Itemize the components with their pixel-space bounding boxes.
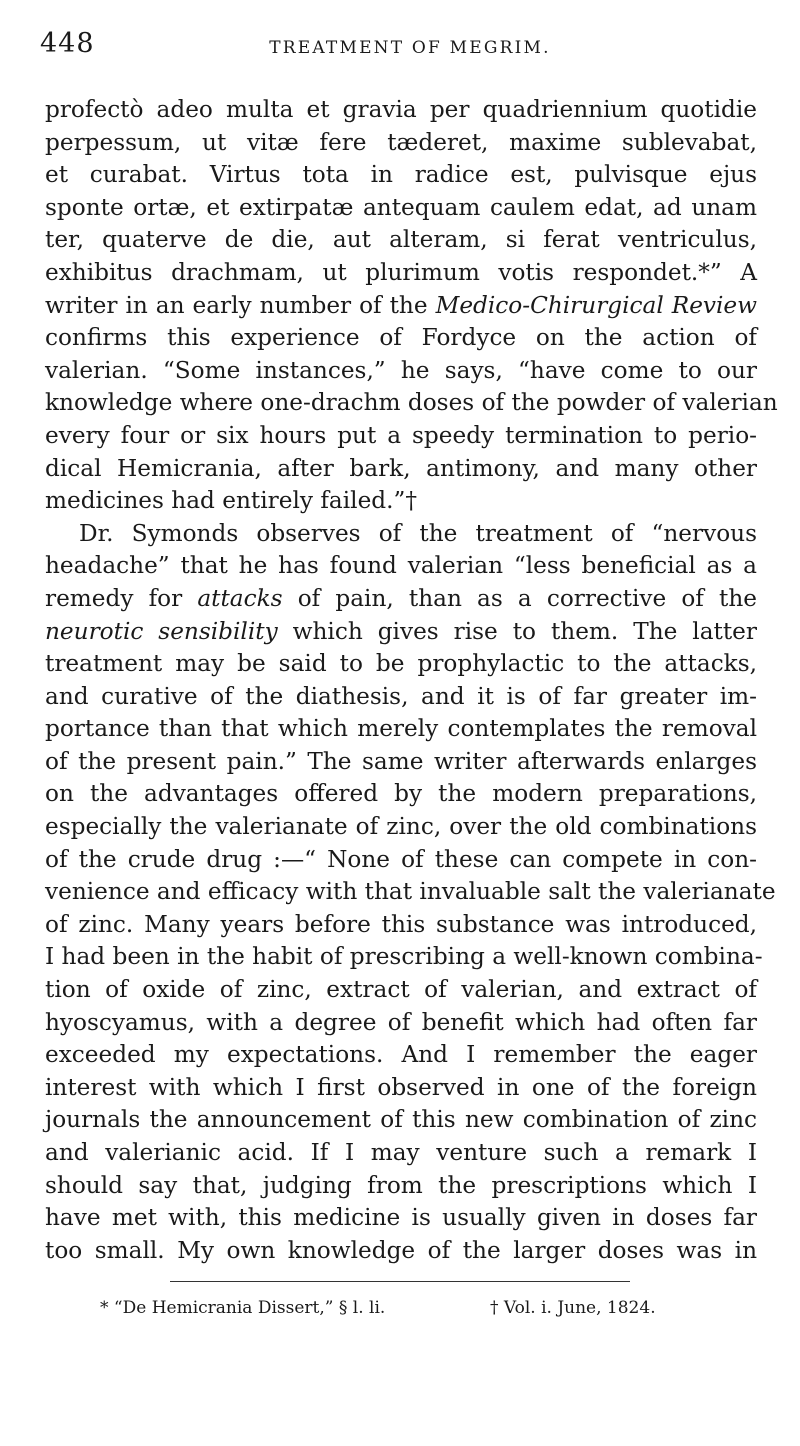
body-text xyxy=(45,94,778,1267)
page-header xyxy=(40,28,760,68)
text-line xyxy=(45,616,757,649)
text-line: tion of oxide of zinc, extract of valerian, and extract of xyxy=(45,976,757,1004)
text-line: interest with which I first observed in one of the foreign xyxy=(45,1073,757,1101)
text-segment: writer in an early number of the xyxy=(45,291,436,319)
text-line: venience and efficacy with that invaluable salt the valerianate xyxy=(45,878,776,906)
text-line: ter, quaterve de die, aut alteram, si ferat ventriculus, xyxy=(45,226,757,254)
text-line: of the crude drug :—“ None of these can compete in con- xyxy=(45,845,757,873)
text-segment: remedy for xyxy=(45,584,198,612)
footnote-2: † Vol. i. June, 1824. xyxy=(490,1298,656,1318)
text-segment: of pain, than as a corrective of the xyxy=(282,584,757,612)
text-segment: which gives rise to them. The latter xyxy=(277,617,757,645)
text-line: Dr. Symonds observes of the treatment of “nervous xyxy=(79,519,757,547)
text-line: on the advantages offered by the modern preparations, xyxy=(45,780,757,808)
footnote-1: * “De Hemicrania Dissert,” § l. li. xyxy=(100,1298,386,1318)
text-line: sponte ortæ, et extirpatæ antequam caulem edat, ad unam xyxy=(45,193,757,221)
text-line: especially the valerianate of zinc, over the old combinations xyxy=(45,813,757,841)
text-line: hyoscyamus, with a degree of benefit which had often far xyxy=(45,1008,757,1036)
text-line: of the present pain.” The same writer afterwards enlarges xyxy=(45,747,757,775)
text-line: I had been in the habit of prescribing a well-known combina- xyxy=(45,943,763,971)
text-line: have met with, this medicine is usually given in doses far xyxy=(45,1204,757,1232)
italic-phrase: attacks xyxy=(197,584,283,612)
text-line: confirms this experience of Fordyce on the action of xyxy=(45,324,757,352)
text-line: headache” that he has found valerian “less beneficial as a xyxy=(45,552,757,580)
text-line: et curabat. Virtus tota in radice est, pulvisque ejus xyxy=(45,161,757,189)
footnote-rule xyxy=(170,1281,630,1282)
text-line: treatment may be said to be prophylactic to the attacks, xyxy=(45,650,757,678)
text-line: dical Hemicrania, after bark, antimony, and many other xyxy=(45,454,757,482)
text-line: valerian. “Some instances,” he says, “have come to our xyxy=(45,356,757,384)
italic-phrase: Medico-Chirurgical Review xyxy=(435,291,758,319)
text-line: should say that, judging from the prescriptions which I xyxy=(45,1171,757,1199)
text-line: and curative of the diathesis, and it is of far greater im- xyxy=(45,682,757,710)
text-line: too small. My own knowledge of the larger doses was in xyxy=(45,1236,757,1264)
text-line: medicines had entirely failed.”† xyxy=(45,487,417,515)
text-line: and valerianic acid. If I may venture such a remark I xyxy=(45,1139,757,1166)
italic-phrase: neurotic sensibility xyxy=(45,617,278,645)
text-line xyxy=(45,290,757,323)
text-line: profectò adeo multa et gravia per quadriennium quotidie xyxy=(45,96,757,123)
text-line: journals the announcement of this new combination of zinc xyxy=(45,1106,757,1134)
page-number: 448 xyxy=(40,28,95,59)
text-line: exceeded my expectations. And I remember the eager xyxy=(45,1041,757,1069)
text-line: of zinc. Many years before this substance was introduced, xyxy=(45,910,757,938)
text-line: portance than that which merely contemplates the removal xyxy=(45,715,757,743)
running-head: TREATMENT OF MEGRIM. xyxy=(269,38,551,58)
text-line: every four or six hours put a speedy termination to perio- xyxy=(45,421,757,449)
footnotes xyxy=(100,1293,720,1323)
text-line: perpessum, ut vitæ fere tæderet, maxime sublevabat, xyxy=(45,128,757,156)
text-line xyxy=(45,583,757,616)
text-line: exhibitus drachmam, ut plurimum votis respondet.*” A xyxy=(45,258,757,286)
text-line: knowledge where one-drachm doses of the powder of valerian xyxy=(45,389,778,417)
